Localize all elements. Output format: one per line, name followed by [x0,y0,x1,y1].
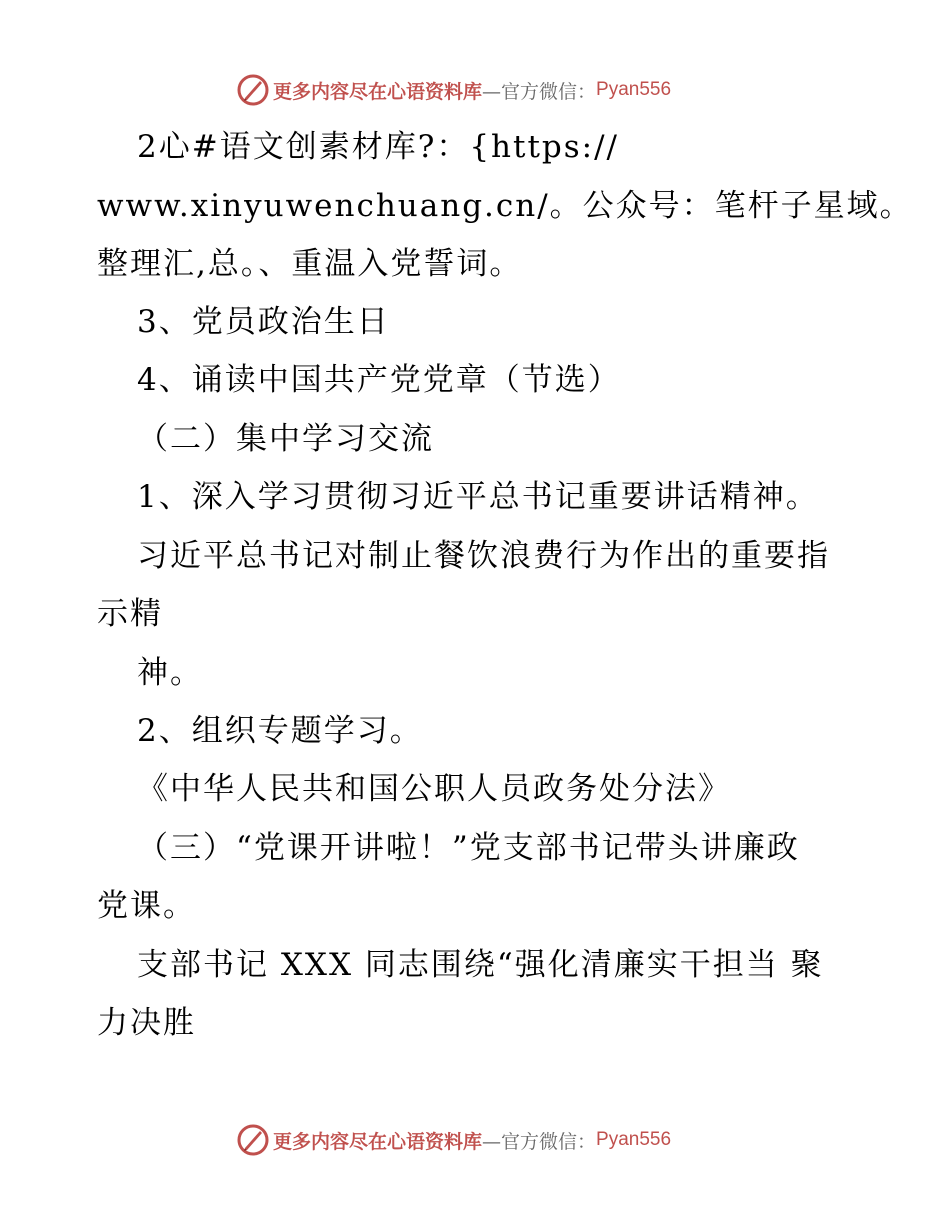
banner-wechat-id: Pyan556 [596,1129,672,1150]
banner-title: 更多内容尽在心语资料库 [273,1130,483,1153]
header-banner [236,73,671,107]
text-line: 《中华人民共和国公职人员政务处分法》 [137,771,731,807]
quill-seal-icon [236,1123,270,1157]
banner-subtitle: —官方微信： [482,80,597,103]
text-line: 整理汇,总。、重温入党誓词。 [97,246,523,282]
text-line: 4、诵读中国共产党党章（节选） [137,362,621,398]
banner-subtitle: —官方微信： [482,1130,597,1153]
text-line: 2、组织专题学习。 [137,713,423,749]
text-line: www.xinyuwenchuang.cn/。公众号：笔杆子星域。 [97,188,913,224]
quill-seal-icon [236,73,270,107]
banner-title: 更多内容尽在心语资料库 [273,80,483,103]
text-line: 支部书记 XXX 同志围绕“强化清廉实干担当 聚 [137,947,824,983]
text-line: 党课。 [97,888,196,924]
text-line: 3、党员政治生日 [137,304,390,340]
text-line: （二）集中学习交流 [137,421,434,457]
text-line: （三）“党课开讲啦！”党支部书记带头讲廉政 [137,830,800,866]
text-line: 习近平总书记对制止餐饮浪费行为作出的重要指 [137,538,830,574]
text-line: 力决胜 [97,1005,196,1041]
text-line: 示精 [97,596,163,632]
footer-banner [236,1123,671,1157]
text-line: 1、深入学习贯彻习近平总书记重要讲话精神。 [137,479,819,515]
banner-wechat-id: Pyan556 [596,79,672,100]
text-line: 2心#语文创素材库?：{https:// [137,129,620,165]
text-line: 神。 [137,655,203,691]
